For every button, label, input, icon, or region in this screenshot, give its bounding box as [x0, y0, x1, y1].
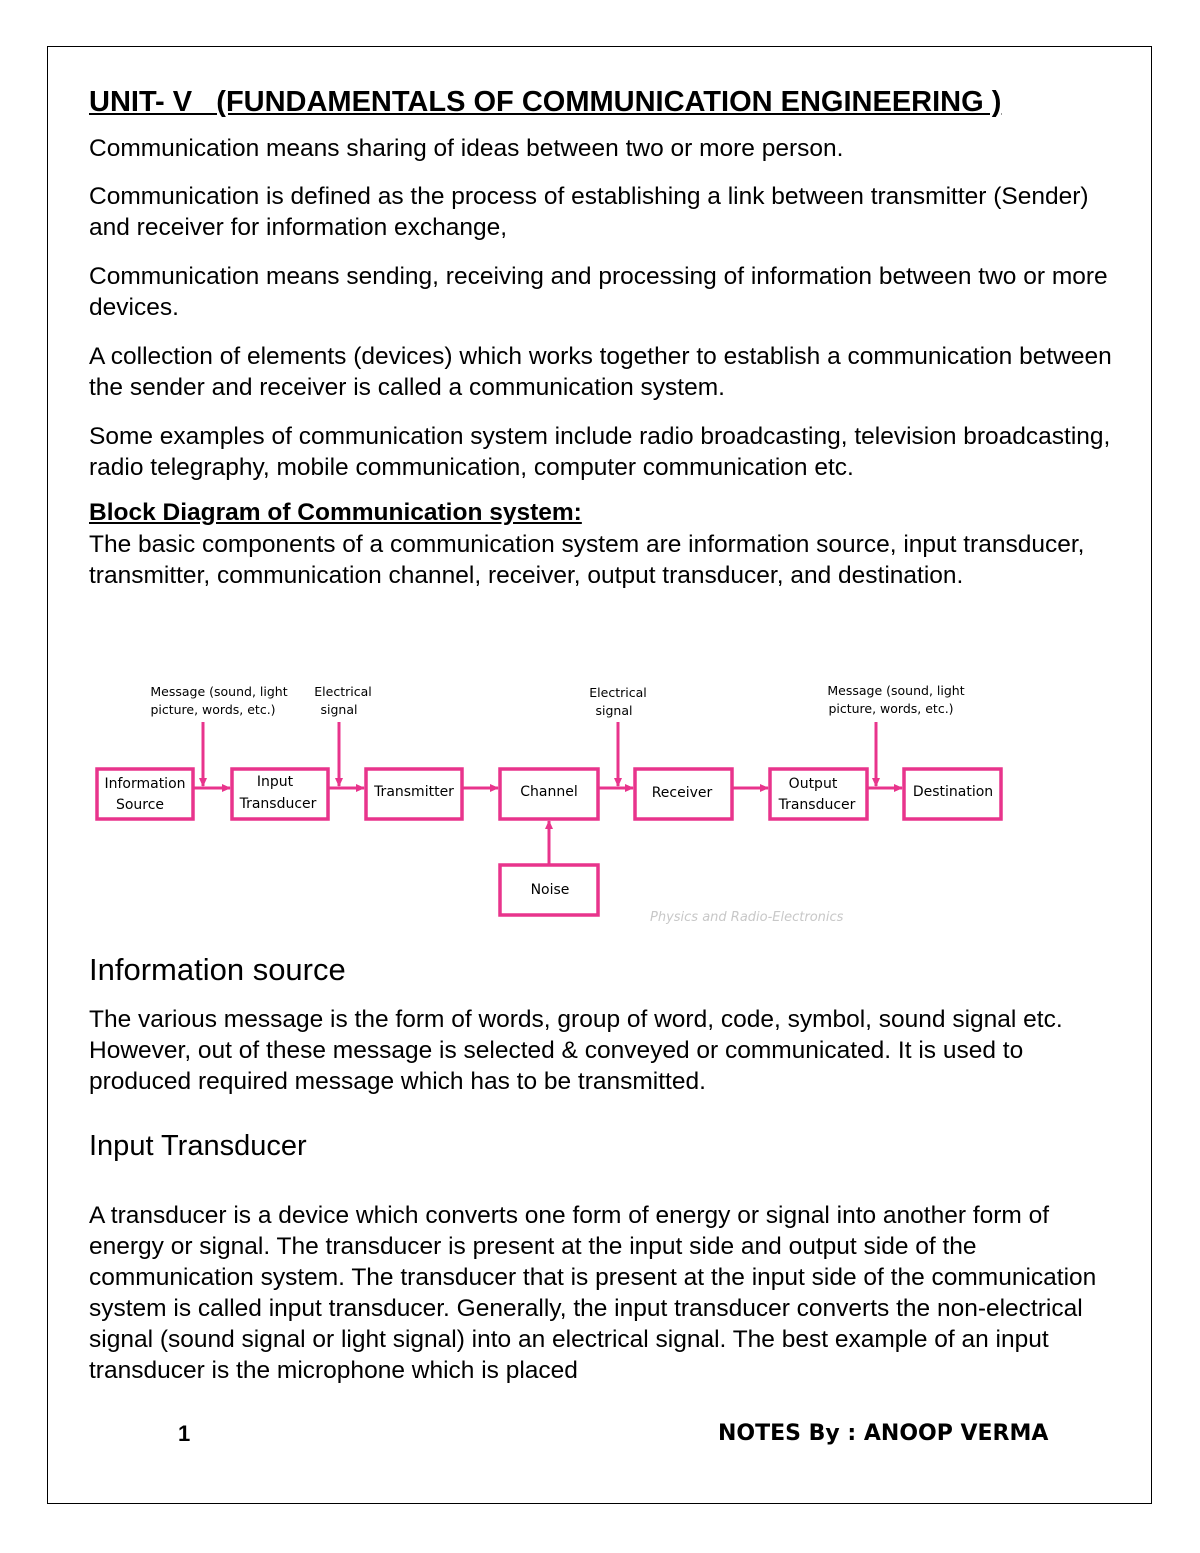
signal-label: Message (sound, light: [827, 683, 965, 698]
block-label: Noise: [530, 882, 570, 898]
signal-label: picture, words, etc.): [150, 702, 276, 717]
footer-author: NOTES By : ANOOP VERMA: [718, 1421, 1049, 1446]
input-transducer-section: [89, 1130, 1129, 1386]
block-label: Transducer: [239, 796, 317, 812]
info-source-body: The various message is the form of words, group of word, code, symbol, sound signal etc. However, out of these message is selected & conveyed or communicated. It is used to produced required message which has to be transmitted.: [89, 1006, 1063, 1095]
block-diagram: [90, 680, 1010, 930]
paragraph-definition-2: Communication is defined as the process of establishing a link between transmitter (Sender) and receiver for information exchange,: [89, 183, 1089, 241]
page-content: [89, 86, 1129, 591]
input-transducer-body: A transducer is a device which converts one form of energy or signal into another form of energy or signal. The transducer is present at the input side and output side of the communication system. The transducer that is present at the input side of the communication system is called input transducer. Generally, the input transducer converts the non-electrical signal (sound signal or light signal) into an electrical signal. The best example of an input transducer is the microphone which is placed: [89, 1202, 1097, 1384]
block-label: Transducer: [778, 797, 856, 813]
signal-label: signal: [320, 702, 358, 717]
paragraph-definition-1: Communication means sharing of ideas between two or more person.: [89, 135, 844, 162]
block-label: Transmitter: [374, 784, 454, 800]
info-source-section: [89, 952, 1129, 1097]
signal-label: Electrical: [589, 685, 647, 700]
block-label: Source: [115, 797, 165, 813]
signal-label: picture, words, etc.): [828, 701, 954, 716]
info-source-heading: Information source: [89, 952, 346, 987]
signal-label: Electrical: [314, 684, 372, 699]
block-label: Destination: [912, 784, 994, 800]
signal-label: Message (sound, light: [150, 684, 288, 699]
block-diagram-intro: The basic components of a communication system are information source, input transducer, transmitter, communication channel, receiver, output transducer, and destination.: [89, 531, 1085, 589]
block-label: Channel: [520, 784, 578, 800]
paragraph-system-definition: A collection of elements (devices) which works together to establish a communication between the sender and receiver is called a communication system.: [89, 343, 1112, 401]
signal-label: signal: [595, 703, 633, 718]
page-title: UNIT- V (FUNDAMENTALS OF COMMUNICATION ENGINEERING ): [89, 86, 1002, 118]
block-label: Receiver: [651, 785, 713, 801]
paragraph-examples: Some examples of communication system include radio broadcasting, television broadcasting, radio telegraphy, mobile communication, computer communication etc.: [89, 423, 1111, 481]
page-number: 1: [178, 1421, 191, 1446]
block-diagram-heading: Block Diagram of Communication system:: [89, 499, 582, 526]
block-label: Information: [104, 776, 186, 792]
input-transducer-heading: Input Transducer: [89, 1130, 307, 1162]
block-label: Input: [256, 774, 294, 790]
block-label: Output: [788, 776, 838, 792]
diagram-watermark: Physics and Radio-Electronics: [650, 910, 844, 925]
paragraph-definition-3: Communication means sending, receiving and processing of information between two or more devices.: [89, 263, 1108, 321]
